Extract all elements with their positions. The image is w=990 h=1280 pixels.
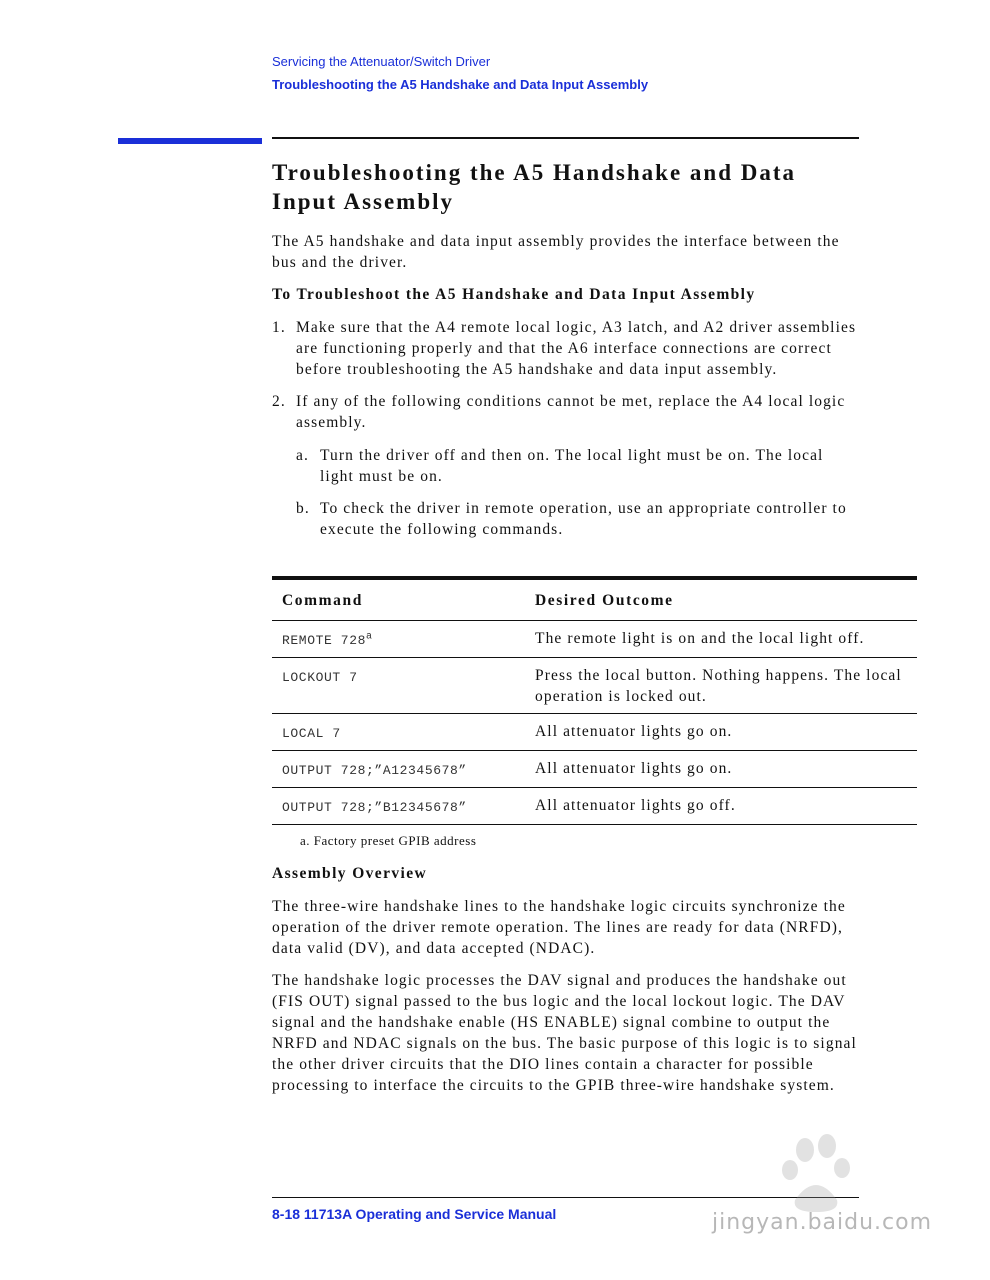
step-number: 2. bbox=[272, 393, 286, 410]
substep-a bbox=[296, 445, 862, 487]
substep-letter: b. bbox=[296, 500, 310, 517]
footnote-ref: a bbox=[366, 631, 373, 643]
main-content bbox=[272, 158, 862, 551]
step-text: If any of the following conditions cannot be met, replace the A4 local logic assembly. bbox=[296, 393, 846, 431]
substep-text: To check the driver in remote operation, use an appropriate controller to execute the following commands. bbox=[320, 500, 847, 538]
column-header-outcome: Desired Outcome bbox=[525, 578, 917, 621]
substeps bbox=[296, 445, 862, 540]
header-rule bbox=[272, 137, 859, 139]
footnote-text: Factory preset GPIB address bbox=[313, 833, 477, 848]
outcome-cell: The remote light is on and the local light off. bbox=[525, 621, 917, 658]
outcome-cell: All attenuator lights go on. bbox=[525, 751, 917, 788]
watermark-text: jingyan.baidu.com bbox=[712, 1210, 933, 1235]
page-footer: 8-18 11713A Operating and Service Manual bbox=[272, 1206, 557, 1222]
table-header-row bbox=[272, 578, 917, 621]
substep-b bbox=[296, 498, 862, 540]
command-cell: OUTPUT 728;”B12345678” bbox=[272, 788, 525, 825]
table-row bbox=[272, 714, 917, 751]
substep-letter: a. bbox=[296, 447, 309, 464]
running-header-subsection: Troubleshooting the A5 Handshake and Data Input Assembly bbox=[272, 77, 649, 92]
accent-bar bbox=[118, 138, 262, 144]
command-table-wrapper bbox=[272, 576, 917, 849]
command-cell: LOCAL 7 bbox=[272, 714, 525, 751]
step-1 bbox=[272, 317, 862, 380]
step-2 bbox=[272, 391, 862, 540]
overview-heading: Assembly Overview bbox=[272, 865, 428, 882]
outcome-cell: Press the local button. Nothing happens. The local operation is locked out. bbox=[525, 658, 917, 714]
procedure-steps bbox=[272, 317, 862, 540]
column-header-command: Command bbox=[272, 578, 525, 621]
table-row bbox=[272, 788, 917, 825]
procedure-heading: To Troubleshoot the A5 Handshake and Data Input Assembly bbox=[272, 286, 756, 303]
outcome-cell: All attenuator lights go on. bbox=[525, 714, 917, 751]
table-footnote bbox=[300, 833, 917, 849]
intro-paragraph: The A5 handshake and data input assembly provides the interface between the bus and the driver. bbox=[272, 233, 840, 271]
substep-text: Turn the driver off and then on. The local light must be on. The local light must be on. bbox=[320, 447, 824, 485]
table-row bbox=[272, 621, 917, 658]
command-cell: OUTPUT 728;”A12345678” bbox=[272, 751, 525, 788]
footnote-mark: a. bbox=[300, 833, 311, 848]
command-cell: LOCKOUT 7 bbox=[272, 658, 525, 714]
table-row bbox=[272, 658, 917, 714]
step-number: 1. bbox=[272, 319, 286, 336]
command-cell: REMOTE 728$^a$ bbox=[272, 621, 525, 658]
overview-section bbox=[272, 860, 862, 1107]
running-header-section: Servicing the Attenuator/Switch Driver bbox=[272, 54, 491, 69]
command-table bbox=[272, 576, 917, 825]
page-title: Troubleshooting the A5 Handshake and Data Input Assembly bbox=[272, 160, 797, 214]
outcome-cell: All attenuator lights go off. bbox=[525, 788, 917, 825]
table-row bbox=[272, 751, 917, 788]
overview-paragraph: The three-wire handshake lines to the handshake logic circuits synchronize the operation of the driver remote operation. The lines are ready for data (NRFD), data valid (DV), and data accepted (NDAC). bbox=[272, 898, 846, 957]
overview-paragraph: The handshake logic processes the DAV signal and produces the handshake out (FIS OUT) signal passed to the bus logic and the local lockout logic. The DAV signal and the handshake enable (HS ENABLE) signal combine to output the NRFD and NDAC signals on the bus. The basic purpose of this logic is to signal the other driver circuits that the DIO lines contain a character for possible processing to interface the circuits to the GPIB three-wire handshake system. bbox=[272, 972, 857, 1094]
step-text: Make sure that the A4 remote local logic, A3 latch, and A2 driver assemblies are functioning properly and that the A6 interface connections are correct before troubleshooting the A5 handshake and data input assembly. bbox=[296, 319, 857, 378]
